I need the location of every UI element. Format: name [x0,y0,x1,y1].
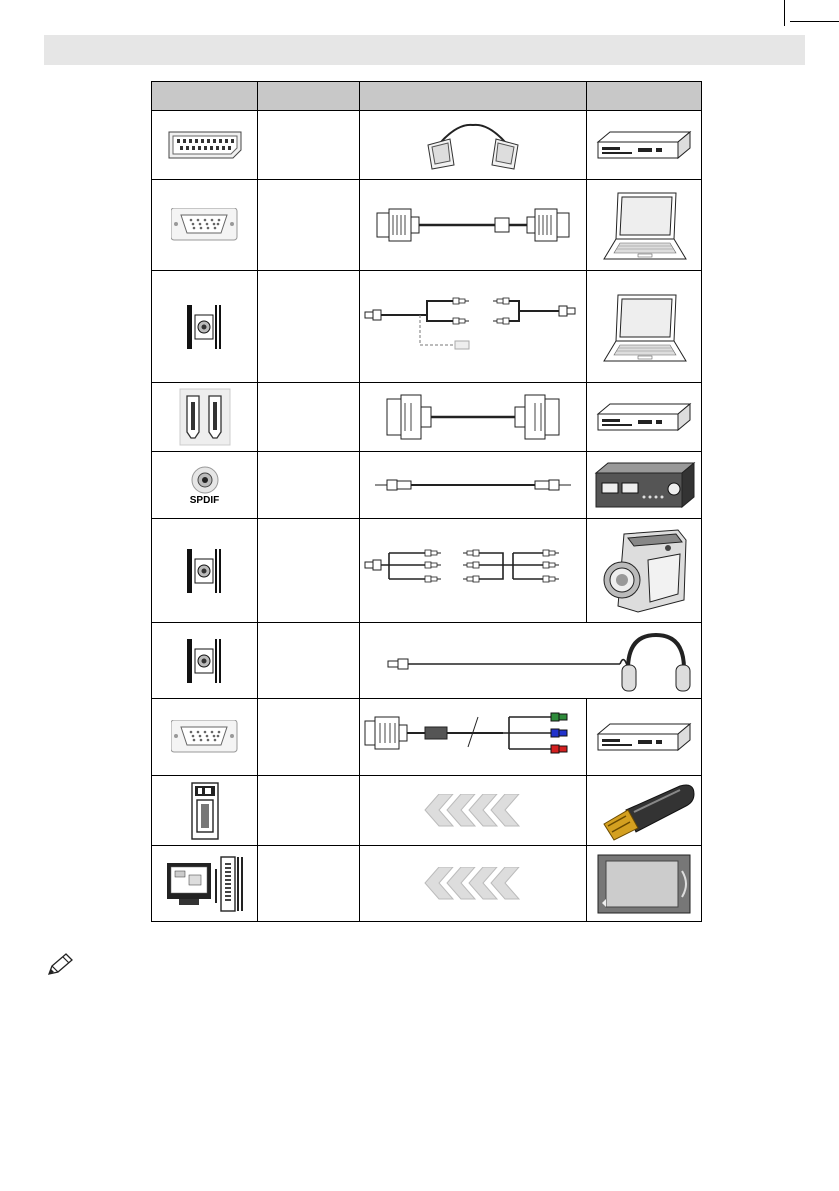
dvd-player-icon [590,720,698,754]
insert-arrows-icon [423,794,523,828]
connection-cell [258,519,360,623]
audio-amplifier-icon [590,461,698,509]
column-header [360,82,587,111]
device-cell [587,846,702,922]
connection-cell [258,271,360,383]
table-row [152,699,702,776]
column-header [587,82,702,111]
scart-port-icon [167,128,243,162]
table-row [152,519,702,623]
crop-mark [784,0,785,26]
table-row [152,383,702,452]
spdif-port-icon [185,465,225,495]
device-cell [587,271,702,383]
column-header [152,82,258,111]
headphone-cable-icon [366,629,696,693]
connection-cell [258,623,360,699]
connection-cell [258,846,360,922]
device-cell [587,519,702,623]
table-header-row [152,82,702,111]
camcorder-icon [598,526,690,616]
cable-cell [360,383,587,452]
av-side-jack-icon [185,549,225,593]
connector-cell [152,846,258,922]
section-title-bar [44,35,805,65]
headphones-icon [622,635,690,691]
cable-cell [360,452,587,519]
cable-cell [360,271,587,383]
connector-cell [152,111,258,180]
device-cell [587,452,702,519]
pencil-note-icon [46,952,74,978]
table-row [152,111,702,180]
usb-stick-icon [590,780,698,842]
connector-cell [152,452,258,519]
connection-cell [258,111,360,180]
hdmi-cable-icon [383,391,563,443]
laptop-icon [596,289,692,365]
device-cell [587,111,702,180]
ci-slot-icon [163,855,247,913]
vga-port-icon [171,208,239,242]
connection-table [151,81,702,922]
dvd-player-icon [590,128,698,162]
connection-cell [258,180,360,271]
device-cell [587,383,702,452]
connector-cell [152,623,258,699]
connection-cell [258,776,360,846]
pc-audio-cable-icon [363,295,583,359]
insert-arrows-icon [423,867,523,901]
device-cell [587,776,702,846]
connector-cell [152,776,258,846]
table-row [152,623,702,699]
connection-cell [258,452,360,519]
av-side-jack-icon [185,305,225,349]
vga-cable-icon [373,205,573,245]
connector-cell [152,699,258,776]
cable-cell [360,180,587,271]
coaxial-cable-icon [373,475,573,495]
cable-cell [360,699,587,776]
laptop-icon [596,187,692,263]
dvd-player-icon [590,400,698,434]
spdif-port-label: SPDIF [189,494,220,506]
table-row [152,776,702,846]
connector-cell [152,383,258,452]
device-cell [587,699,702,776]
connector-cell [152,271,258,383]
connector-cell [152,519,258,623]
av-cable-icon [363,549,583,593]
cable-cell [360,111,587,180]
ypbpr-cable-icon [363,709,583,765]
device-cell [587,180,702,271]
table-row [152,180,702,271]
cable-cell [360,623,702,699]
headphone-jack-icon [185,639,225,683]
cable-cell [360,519,587,623]
scart-cable-icon [418,117,528,173]
cable-cell [360,776,587,846]
table-row [152,271,702,383]
cable-cell [360,846,587,922]
table-row [152,452,702,519]
hdmi-port-icon [179,388,231,446]
vga-port-icon [171,720,239,754]
connector-cell [152,180,258,271]
table-row [152,846,702,922]
connection-cell [258,383,360,452]
column-header [258,82,360,111]
crop-mark [790,21,839,22]
connection-cell [258,699,360,776]
usb-port-icon [191,782,219,840]
cam-module-icon [594,851,694,917]
